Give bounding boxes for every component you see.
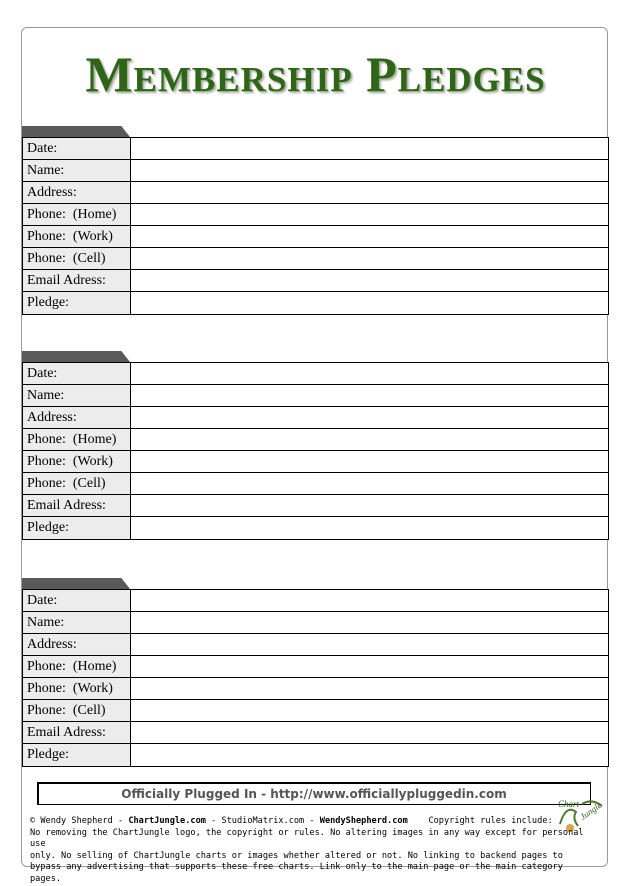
form-table: [22, 362, 609, 540]
footer-line-4: bypass any advertising that supports these free charts. Link only to the main page or the main category pages.: [30, 862, 563, 884]
footer-line-1: © Wendy Shepherd - ChartJungle.com - StudioMatrix.com - WendyShepherd.com Copyright rules include:: [30, 816, 553, 826]
form-row-pledge: [23, 292, 608, 314]
form-row-phone-home: [23, 429, 608, 451]
name-field[interactable]: [131, 385, 608, 406]
link-chartjungle[interactable]: ChartJungle.com: [128, 816, 206, 826]
form-tab: [22, 578, 130, 589]
form-row-phone-cell: [23, 248, 608, 270]
date-field[interactable]: [131, 590, 608, 611]
field-label: Pledge:: [23, 292, 131, 314]
email-field[interactable]: [131, 270, 608, 291]
date-field[interactable]: [131, 138, 608, 159]
form-row-email: [23, 495, 608, 517]
pledge-form-1: [22, 126, 609, 315]
logo-text-top: Chart: [558, 799, 580, 809]
date-field[interactable]: [131, 363, 608, 384]
form-row-pledge: [23, 744, 608, 766]
form-row-phone-home: [23, 204, 608, 226]
field-label: Address:: [23, 182, 131, 203]
form-row-phone-cell: [23, 473, 608, 495]
name-field[interactable]: [131, 160, 608, 181]
pledge-field[interactable]: [131, 517, 608, 539]
phone-cell-field[interactable]: [131, 700, 608, 721]
field-label: Pledge:: [23, 517, 131, 539]
form-row-name: [23, 385, 608, 407]
phone-work-field[interactable]: [131, 678, 608, 699]
field-label: Email Adress:: [23, 722, 131, 743]
pledge-field[interactable]: [131, 292, 608, 314]
address-field[interactable]: [131, 407, 608, 428]
footer-line-2: No removing the ChartJungle logo, the copyright or rules. No altering images in any way except for personal use: [30, 827, 584, 850]
copyright-footer: [30, 816, 590, 886]
address-field[interactable]: [131, 634, 608, 655]
field-label: Date:: [23, 138, 131, 159]
field-label: Date:: [23, 363, 131, 384]
field-label: Address:: [23, 407, 131, 428]
form-row-phone-cell: [23, 700, 608, 722]
field-label: Email Adress:: [23, 270, 131, 291]
form-tab: [22, 351, 130, 362]
form-row-phone-work: [23, 451, 608, 473]
field-label: Email Adress:: [23, 495, 131, 516]
email-field[interactable]: [131, 495, 608, 516]
form-row-email: [23, 722, 608, 744]
link-studiomatrix[interactable]: StudioMatrix.com: [221, 816, 305, 826]
form-row-phone-work: [23, 678, 608, 700]
form-row-phone-work: [23, 226, 608, 248]
page-title: Membership Pledges: [85, 46, 546, 102]
form-row-date: [23, 363, 608, 385]
form-row-pledge: [23, 517, 608, 539]
form-row-address: [23, 634, 608, 656]
field-label: Phone: (Work): [23, 226, 131, 247]
form-row-phone-home: [23, 656, 608, 678]
phone-cell-field[interactable]: [131, 248, 608, 269]
name-field[interactable]: [131, 612, 608, 633]
form-table: [22, 589, 609, 767]
form-table: [22, 137, 609, 315]
form-row-name: [23, 612, 608, 634]
field-label: Phone: (Cell): [23, 248, 131, 269]
phone-work-field[interactable]: [131, 451, 608, 472]
field-label: Phone: (Cell): [23, 473, 131, 494]
phone-cell-field[interactable]: [131, 473, 608, 494]
form-row-name: [23, 160, 608, 182]
form-row-date: [23, 590, 608, 612]
field-label: Pledge:: [23, 744, 131, 766]
logo-text-bottom: Jungle: [578, 799, 604, 822]
field-label: Address:: [23, 634, 131, 655]
pledge-form-3: [22, 578, 609, 767]
field-label: Phone: (Home): [23, 204, 131, 225]
field-label: Phone: (Work): [23, 678, 131, 699]
field-label: Name:: [23, 612, 131, 633]
field-label: Phone: (Work): [23, 451, 131, 472]
plug-banner[interactable]: Officially Plugged In - http://www.officiallypluggedin.com: [37, 782, 591, 805]
field-label: Phone: (Home): [23, 656, 131, 677]
phone-home-field[interactable]: [131, 656, 608, 677]
link-wendyshepherd[interactable]: WendyShepherd.com: [319, 816, 408, 826]
phone-home-field[interactable]: [131, 204, 608, 225]
form-row-address: [23, 407, 608, 429]
form-tab: [22, 126, 130, 137]
address-field[interactable]: [131, 182, 608, 203]
footer-line-3: only. No selling of ChartJungle charts or images whether altered or not. No linking to backend pages to: [30, 850, 563, 861]
email-field[interactable]: [131, 722, 608, 743]
form-row-date: [23, 138, 608, 160]
field-label: Name:: [23, 160, 131, 181]
pledge-form-2: [22, 351, 609, 540]
form-row-address: [23, 182, 608, 204]
phone-home-field[interactable]: [131, 429, 608, 450]
pledge-field[interactable]: [131, 744, 608, 766]
field-label: Date:: [23, 590, 131, 611]
field-label: Name:: [23, 385, 131, 406]
phone-work-field[interactable]: [131, 226, 608, 247]
field-label: Phone: (Home): [23, 429, 131, 450]
field-label: Phone: (Cell): [23, 700, 131, 721]
form-row-email: [23, 270, 608, 292]
